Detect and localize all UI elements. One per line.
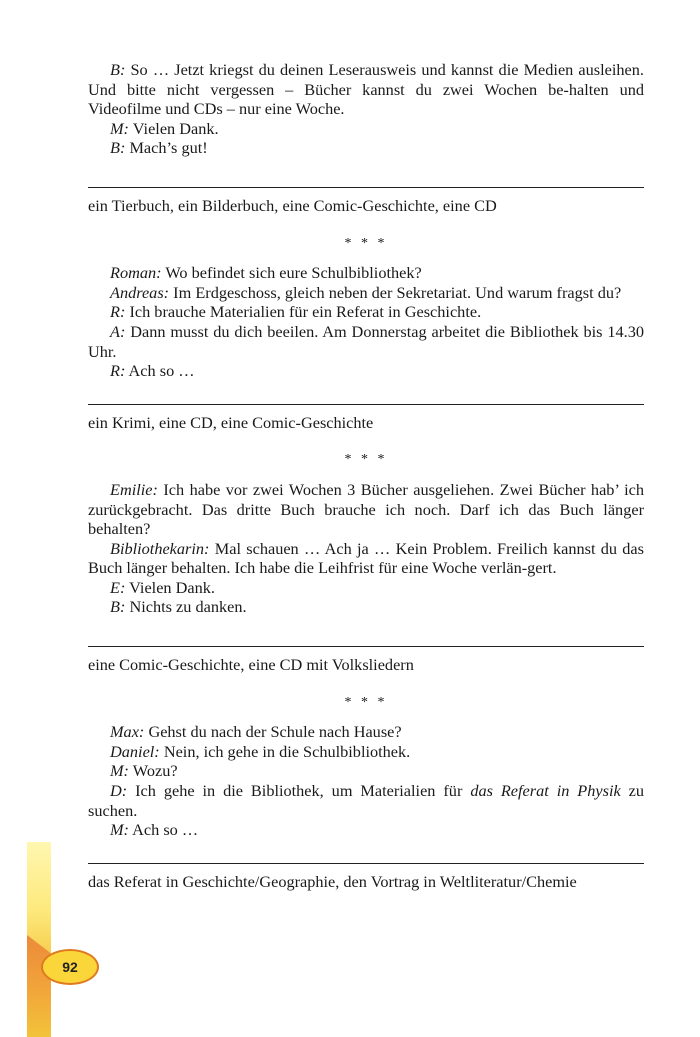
dialog-line: R: Ach so …: [110, 361, 195, 381]
dialog-line: B: So … Jetzt kriegst du deinen Leserausweis und kannst die Medien ausleihen. Und bitte nicht vergessen – Bücher kannst du zwei Wochen be-halten und Videofilme und CDs – nur eine Woche.: [88, 60, 644, 119]
dialog-line: Bibliothekarin: Mal schauen … Ach ja … Kein Problem. Freilich kannst du das Buch länger behalten. Ich habe die Leihfrist für eine Woche verlän-gert.: [88, 538, 644, 578]
dialog-line: Roman: Wo befindet sich eure Schulbibliothek?: [110, 263, 422, 283]
page-number: 92: [62, 959, 78, 975]
dialog-line: R: Ich brauche Materialien für ein Referat in Geschichte.: [110, 302, 482, 322]
dialog-line: A: Dann musst du dich beeilen. Am Donnerstag arbeitet die Bibliothek bis 14.30 Uhr.: [88, 321, 644, 361]
section-separator: * * *: [344, 235, 388, 251]
dialog-line: E: Vielen Dank.: [110, 577, 215, 597]
hint-text: das Referat in Geschichte/Geographie, den Vortrag in Weltliteratur/Chemie: [88, 871, 577, 891]
dialog-line: B: Mach’s gut!: [110, 138, 208, 158]
section-separator: * * *: [344, 694, 388, 710]
dialog-line: Andreas: Im Erdgeschoss, gleich neben der Sekretariat. Und warum fragst du?: [110, 282, 622, 302]
page-text: [88, 60, 644, 891]
dialog-line: Daniel: Nein, ich gehe in die Schulbibliothek.: [110, 741, 411, 761]
dialog-line: D: Ich gehe in die Bibliothek, um Materialien für das Referat in Physik zu suchen.: [88, 781, 645, 820]
dialog-line: Max: Gehst du nach der Schule nach Hause?: [110, 722, 402, 742]
hint-text: ein Krimi, eine CD, eine Comic-Geschichte: [88, 412, 374, 432]
hint-text: ein Tierbuch, ein Bilderbuch, eine Comic-Geschichte, eine CD: [88, 195, 497, 215]
dialog-line: M: Wozu?: [110, 761, 178, 781]
dialog-line: M: Ach so …: [110, 820, 199, 840]
hint-text: eine Comic-Geschichte, eine CD mit Volksliedern: [88, 655, 414, 675]
section-separator: * * *: [344, 452, 388, 468]
dialog-block-1: [88, 60, 644, 158]
dialog-block-2: [88, 263, 644, 381]
dialog-line: B: Nichts zu danken.: [110, 597, 247, 617]
page-number-badge: [41, 949, 99, 985]
dialog-block-4: [88, 722, 644, 840]
dialog-line: M: Vielen Dank.: [110, 118, 219, 138]
dialog-line: Emilie: Ich habe vor zwei Wochen 3 Bücher ausgeliehen. Zwei Bücher hab’ ich zurückgebracht. Das dritte Buch brauche ich noch. Darf ich das Buch länger behalten?: [88, 479, 644, 539]
dialog-block-3: [88, 480, 644, 617]
